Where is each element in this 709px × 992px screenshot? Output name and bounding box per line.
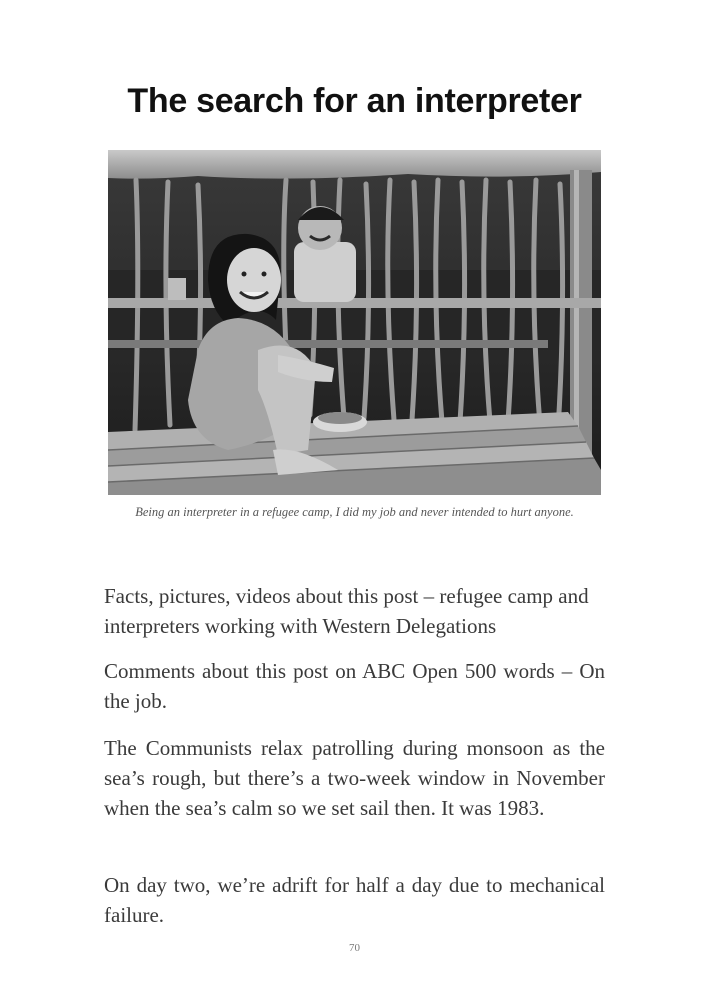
paragraph-day-two: On day two, we’re adrift for half a day due to mechanical failure. <box>104 873 605 927</box>
paragraph-monsoon: The Communists relax patrolling during monsoon as the sea’s rough, but there’s a two-week window in November when the sea’s calm so we set sail then. It was 1983. <box>104 736 605 820</box>
tarp-roof <box>108 150 601 179</box>
paragraph-facts-link: Facts, pictures, videos about this post – refugee camp and interpreters working with Western Delegations <box>104 584 589 638</box>
page-number: 70 <box>349 942 360 954</box>
page-title: The search for an interpreter <box>127 82 582 120</box>
photo-caption: Being an interpreter in a refugee camp, I did my job and never intended to hurt anyone. <box>135 505 574 519</box>
paragraph-comments-link: Comments about this post on ABC Open 500 words – On the job. <box>104 659 605 713</box>
refugee-camp-photo <box>108 150 601 495</box>
photo-illustration <box>108 150 601 495</box>
